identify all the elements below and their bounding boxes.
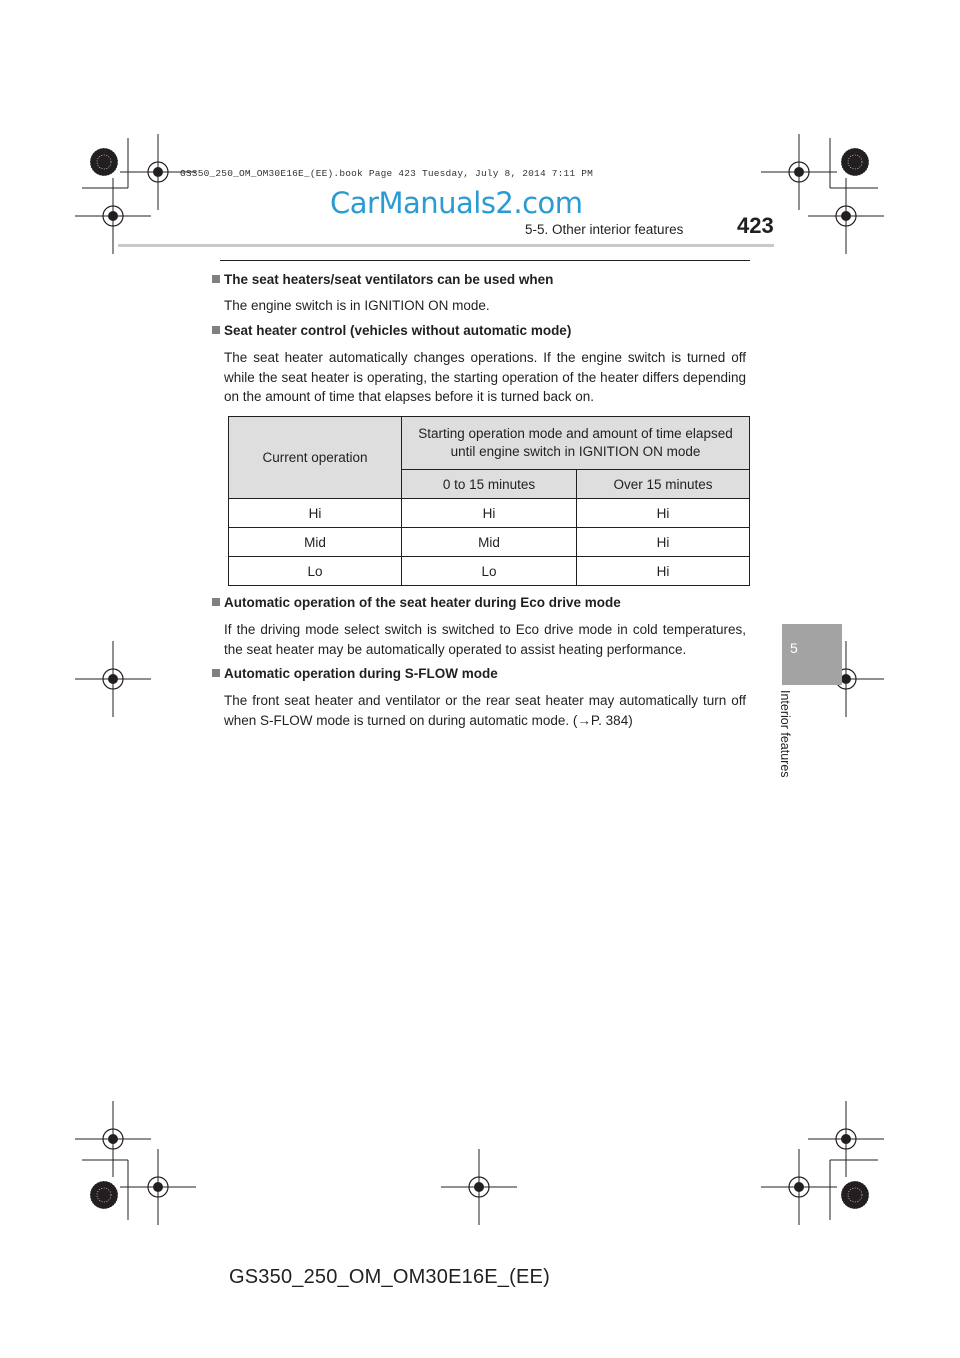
book-file-line: GS350_250_OM_OM30E16E_(EE).book Page 423 Tuesday, July 8, 2014 7:11 PM (180, 168, 594, 179)
table-cell: Lo (402, 557, 577, 586)
page-number: 423 (737, 213, 774, 238)
table-row (229, 557, 750, 586)
table-cell: Lo (229, 557, 402, 586)
table-row (229, 499, 750, 528)
section-body: The front seat heater and ventilator or the rear seat heater may automatically turn off when S-FLOW mode is turned on during automatic mode. (→P. 384) (224, 693, 746, 728)
header-rule (118, 244, 774, 247)
table-cell: Mid (402, 528, 577, 557)
table-cell: Hi (577, 528, 750, 557)
table-cell: Hi (577, 499, 750, 528)
square-bullet-icon (212, 326, 220, 334)
square-bullet-icon (212, 669, 220, 677)
section-heading: Seat heater control (vehicles without automatic mode) (212, 323, 571, 338)
section-body: The engine switch is in IGNITION ON mode. (224, 298, 490, 313)
section-heading: Automatic operation during S-FLOW mode (212, 666, 498, 681)
watermark-logo: CarManuals2.com (330, 186, 583, 220)
table-subheader: 0 to 15 minutes (402, 470, 577, 499)
table-header-group: Starting operation mode and amount of time elapsed until engine switch in IGNITION ON mode (402, 417, 750, 470)
footer-code: GS350_250_OM_OM30E16E_(EE) (229, 1266, 550, 1288)
section-title: 5-5. Other interior features (525, 222, 684, 237)
table-cell: Mid (229, 528, 402, 557)
section-heading: The seat heaters/seat ventilators can be used when (212, 272, 553, 287)
section-body: If the driving mode select switch is switched to Eco drive mode in cold temperatures, the seat heater may be automatically operated to assist heating performance. (224, 622, 746, 657)
content-rule (220, 260, 750, 261)
section-heading: Automatic operation of the seat heater during Eco drive mode (212, 595, 621, 610)
section-body: The seat heater automatically changes operations. If the engine switch is turned off while the seat heater is operating, the starting operation of the heater differs depending on the amount of time that elapses before it is turned back on. (224, 350, 746, 404)
operation-table (228, 416, 750, 586)
table-cell: Hi (577, 557, 750, 586)
chapter-number: 5 (790, 640, 798, 656)
chapter-label: Interior features (778, 690, 792, 778)
square-bullet-icon (212, 275, 220, 283)
table-cell: Hi (229, 499, 402, 528)
table-subheader: Over 15 minutes (577, 470, 750, 499)
table-cell: Hi (402, 499, 577, 528)
table-row (229, 528, 750, 557)
square-bullet-icon (212, 598, 220, 606)
table-header-current: Current operation (229, 417, 402, 499)
